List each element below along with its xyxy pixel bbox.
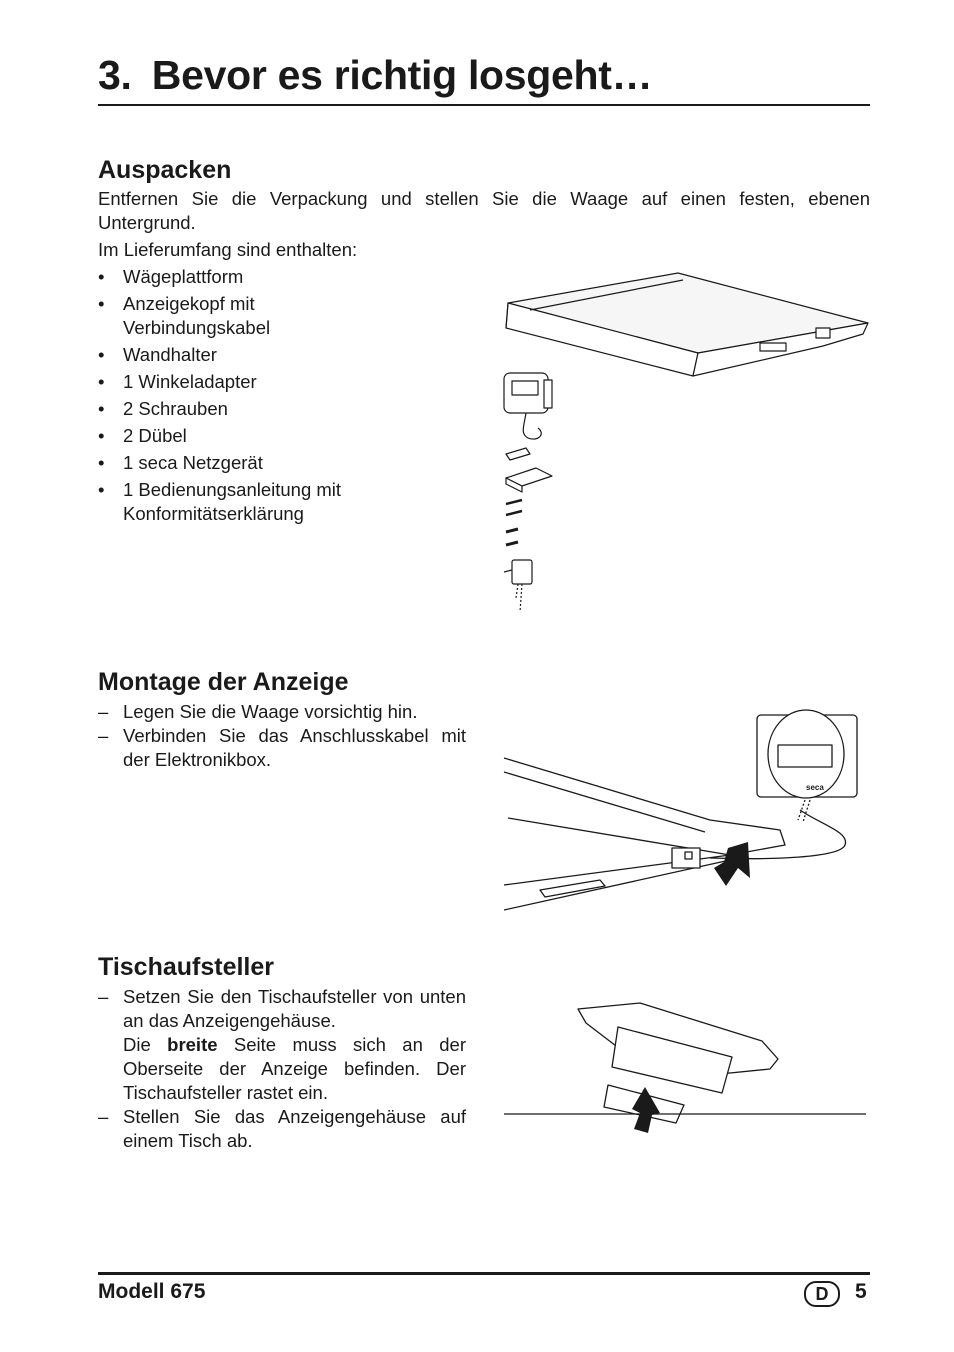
footer-model: Modell 675 [98, 1280, 206, 1303]
auspacken-intro: Entfernen Sie die Verpackung und stellen Sie die Waage auf einen festen, ebenen Untergrund. [98, 188, 870, 233]
package-contents-illustration [498, 268, 870, 618]
tisch-steps [98, 985, 466, 1153]
delivery-list-item: • 1 Winkeladapter [98, 370, 388, 394]
delivery-list-item: • Wägeplattform [98, 265, 388, 289]
display-mounting-illustration [500, 700, 865, 915]
auspacken-text [98, 187, 870, 262]
heading-tischaufsteller: Tischaufsteller [98, 953, 275, 981]
delivery-list-item: • 2 Schrauben [98, 397, 388, 421]
footer-language-badge: D [804, 1281, 840, 1307]
delivery-list-item: • Anzeigekopf mit Verbindungskabel [98, 292, 388, 340]
tisch-note-bold: breite [167, 1034, 218, 1055]
delivery-list-item: • 1 Bedienungsanleitung mit Konformitätserklärung [98, 478, 388, 526]
footer-rule [98, 1272, 870, 1275]
tisch-step-2-text: Stellen Sie das Anzeigengehäuse auf einem Tisch ab. [123, 1106, 466, 1151]
montage-step: – Verbinden Sie das Anschlusskabel mit der Elektronikbox. [98, 724, 466, 772]
tisch-step-1-text: Setzen Sie den Tischaufsteller von unten an das Anzeigengehäuse. [123, 986, 466, 1031]
tisch-note-pre: Die [123, 1034, 168, 1055]
delivery-list-item: • 2 Dübel [98, 424, 388, 448]
auspacken-list-intro: Im Lieferumfang sind enthalten: [98, 239, 358, 260]
footer-page-number: 5 [855, 1280, 867, 1303]
delivery-list [98, 265, 388, 529]
heading-montage: Montage der Anzeige [98, 668, 349, 696]
title-rule [98, 104, 870, 106]
table-stand-illustration [500, 995, 868, 1135]
display-brand-label: seca [806, 783, 824, 792]
page-title: 3. Bevor es richtig losgeht… [98, 52, 653, 98]
tisch-step-1 [98, 985, 466, 1105]
delivery-list-item: • 1 seca Netzgerät [98, 451, 388, 475]
tisch-note-post: Seite muss sich an der Oberseite der Anzeige befinden. Der Tischaufsteller rastet ein. [123, 1034, 466, 1103]
montage-step: – Legen Sie die Waage vorsichtig hin. [98, 700, 466, 724]
tisch-step-2 [98, 1105, 466, 1153]
delivery-list-item: • Wandhalter [98, 343, 388, 367]
montage-steps [98, 700, 466, 772]
heading-auspacken: Auspacken [98, 156, 232, 184]
